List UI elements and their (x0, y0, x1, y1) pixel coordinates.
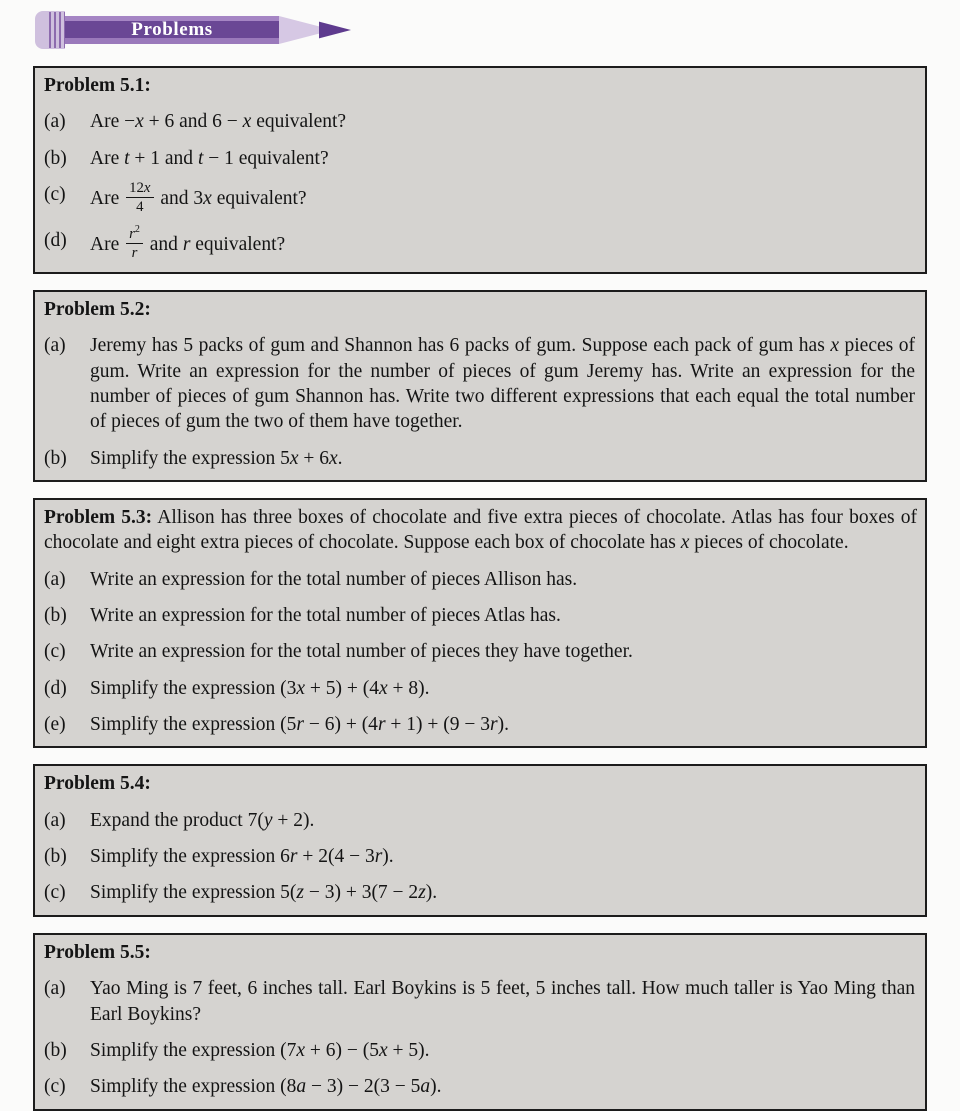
problem-parts (44, 333, 917, 471)
problems-pencil-banner (35, 11, 353, 49)
math-variable: y (263, 809, 273, 831)
problem-part (44, 182, 917, 217)
problem-part (44, 1038, 917, 1063)
problem-part (44, 712, 917, 737)
math-variable: r (289, 846, 298, 868)
problem-part (44, 1074, 917, 1099)
problem-box-5-2 (33, 290, 927, 482)
part-label: (a) (44, 809, 66, 831)
part-label: (a) (44, 978, 66, 1000)
problem-title: Problem 5.3: (44, 507, 153, 529)
problem-parts (44, 109, 917, 263)
math-variable: z (418, 882, 426, 904)
math-fraction (126, 226, 143, 261)
math-variable: r (377, 714, 386, 736)
part-text: Yao Ming is 7 feet, 6 inches tall. Earl Boykins is 5 feet, 5 inches tall. How much taller is Yao Ming than Earl Boykins? (90, 978, 915, 1025)
problem-part (44, 676, 917, 701)
math-variable: a (296, 1076, 307, 1098)
math-variable: x (289, 447, 299, 469)
part-label: (c) (44, 882, 66, 904)
part-text: Simplify the expression (8a − 3) − 2(3 − 5a). (90, 1076, 442, 1098)
math-variable: r (131, 245, 138, 262)
problem-part (44, 844, 917, 869)
problem-intro (44, 505, 917, 556)
math-variable: x (329, 447, 338, 469)
part-text: Expand the product 7(y + 2). (90, 809, 315, 831)
problem-part (44, 808, 917, 833)
problem-part (44, 880, 917, 905)
part-text: Are t + 1 and t − 1 equivalent? (90, 147, 329, 169)
part-label: (e) (44, 714, 66, 736)
math-variable: x (830, 335, 839, 357)
part-label: (c) (44, 184, 66, 206)
part-label: (b) (44, 1039, 67, 1061)
problem-part (44, 446, 917, 471)
math-variable: z (296, 882, 304, 904)
math-variable: t (197, 147, 204, 169)
part-text: Simplify the expression (5r − 6) + (4r + 1) + (9 − 3r). (90, 714, 509, 736)
part-label: (a) (44, 335, 66, 357)
part-label: (b) (44, 147, 67, 169)
part-text: Simplify the expression (3x + 5) + (4x + 8). (90, 677, 430, 699)
part-text: Are −x + 6 and 6 − x equivalent? (90, 111, 347, 133)
math-variable: x (296, 677, 306, 699)
part-text: Simplify the expression 5x + 6x. (90, 447, 343, 469)
problem-title: Problem 5.2: (44, 298, 151, 320)
problem-parts (44, 976, 917, 1099)
problem-part (44, 333, 917, 434)
part-text: Are $\frac{r^2}{r}$ and r equivalent? (90, 224, 286, 262)
math-variable: x (680, 532, 690, 554)
math-variable: x (296, 1039, 306, 1061)
problem-part (44, 639, 917, 664)
pencil-stripes (46, 12, 65, 48)
math-fraction (126, 180, 153, 215)
math-variable: x (242, 111, 252, 133)
part-text: Write an expression for the total number of pieces they have together. (90, 641, 633, 663)
math-variable: r (296, 714, 304, 736)
pencil-body (65, 16, 279, 44)
math-variable: x (143, 180, 151, 197)
math-variable: x (135, 111, 144, 133)
fraction-denominator: 4 (136, 199, 144, 216)
problem-part (44, 109, 917, 134)
problem-parts (44, 808, 917, 906)
pencil-tip-icon (319, 16, 351, 44)
part-label: (c) (44, 641, 66, 663)
problem-box-5-3 (33, 498, 927, 748)
math-variable: r (129, 226, 135, 243)
fraction-numerator (126, 226, 143, 244)
part-label: (b) (44, 846, 67, 868)
math-variable: t (124, 147, 130, 169)
problem-intro-text: Allison has three boxes of chocolate and five extra pieces of chocolate. Atlas has four boxes of chocolate and eight extra pieces of chocolate. Suppose each box of chocolate has x pieces of chocolate. (44, 507, 917, 554)
fraction-denominator (126, 244, 143, 261)
part-text: Are $\frac{12x}{4}$ and 3x equivalent? (90, 180, 307, 216)
problem-title: Problem 5.5: (44, 941, 151, 963)
math-variable: r (490, 714, 498, 736)
problem-part (44, 567, 917, 592)
math-variable: x (379, 677, 388, 699)
problem-part (44, 603, 917, 628)
part-label: (c) (44, 1076, 66, 1098)
part-text: Simplify the expression (7x + 6) − (5x + 5). (90, 1039, 430, 1061)
part-text: Simplify the expression 6r + 2(4 − 3r). (90, 846, 394, 868)
part-text: Write an expression for the total number of pieces Atlas has. (90, 605, 561, 627)
problem-part (44, 224, 917, 263)
banner-title: Problems (131, 19, 213, 40)
problem-box-5-4 (33, 764, 927, 916)
pencil-eraser-end (35, 11, 65, 49)
math-variable: a (420, 1076, 431, 1098)
part-text: Jeremy has 5 packs of gum and Shannon has 6 packs of gum. Suppose each pack of gum has x pieces of gum. Write an expression for the number of pieces of gum Jeremy has. Write an expression for the number of pieces of gum Shannon has. Write two different expressions that each equal the total number of pieces of gum the two of them have together. (90, 335, 915, 433)
part-text: Simplify the expression 5(z − 3) + 3(7 − 2z). (90, 882, 438, 904)
part-label: (b) (44, 605, 67, 627)
problem-title: Problem 5.4: (44, 773, 151, 795)
part-label: (d) (44, 677, 67, 699)
problem-box-5-5 (33, 933, 927, 1111)
math-variable: x (379, 1039, 388, 1061)
part-label: (a) (44, 568, 66, 590)
part-text: Write an expression for the total number of pieces Allison has. (90, 568, 578, 590)
problem-part (44, 146, 917, 171)
problem-part (44, 976, 917, 1027)
problem-parts (44, 567, 917, 738)
math-variable: x (203, 187, 212, 209)
fraction-numerator: 12x (126, 180, 153, 198)
math-exponent: 2 (134, 224, 140, 236)
problem-title: Problem 5.1: (44, 75, 151, 96)
part-label: (d) (44, 230, 67, 251)
problem-box-5-1 (33, 66, 927, 274)
math-variable: r (182, 233, 191, 255)
part-label: (a) (44, 111, 66, 133)
part-label: (b) (44, 447, 67, 469)
math-variable: r (374, 846, 383, 868)
